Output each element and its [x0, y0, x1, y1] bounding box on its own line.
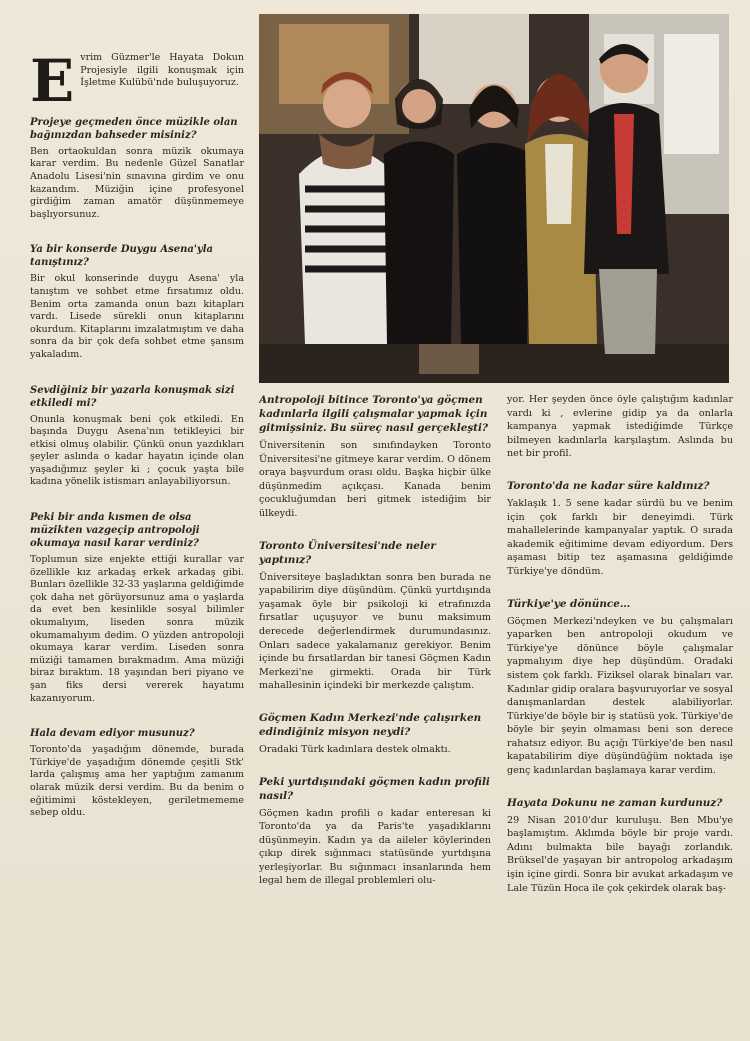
question: Ya bir konserde Duygu Asena'yla tanıştınız? — [30, 244, 213, 269]
group-photo — [259, 14, 729, 383]
intro-paragraph — [30, 52, 244, 115]
left-column — [30, 52, 244, 1037]
intro-text: vrim Güzmer'le Hayata Dokun Projesiyle ilgili konuşmak için İşletme Kulübü'nde buluşuyoruz. — [80, 52, 244, 89]
question: Türkiye'ye dönünce… — [507, 597, 631, 610]
question: Peki yurtdışındaki göçmen kadın profili nasıl? — [259, 775, 490, 802]
answer: Ben ortaokuldan sonra müzik okumaya karar verdim. Bu nedenle Güzel Sanatlar Anadolu Lisesi'nin sınavına girdim ve onu kazandım. Müziğin içine profesyonel girdiğim zaman amatör düşünmemeye başlıyorsunuz. — [30, 145, 244, 220]
answer: 29 Nisan 2010'dur kuruluşu. Ben Mbu'ye başlamıştım. Aklımda böyle bir proje vardı. Adını bulmakta bile bayağı zorlandık. Brüksel'de yaşayan bir antropolog arkadaşım işin içine girdi. Sonra bir avukat arkadaşım ve Lale Tüzün Hoca ile çok çekirdek olarak baş- — [507, 814, 733, 894]
answer: Göçmen Merkezi'ndeyken ve bu çalışmaları yaparken ben antropoloji okudum ve Türkiye'ye dönünce böyle çalışmalar yapmalıyım diye hep düşündüm. Oradaki sistem çok farklı. Fiziksel olarak binaları var. Kadınlar gidip oralara başvuruyorlar ve sosyal danışmanlardan destek alabiliyorlar. Türkiye'de böyle bir iş statüsü yok. Türkiye'de böyle bir şeyin olmaması beni son derece rahatsız ediyor. Bu açığı Türkiye'de ben nasıl kapatabilirim diye düşündüğüm noktada işe genç kadınlardan başlamaya karar verdim. — [507, 615, 733, 777]
answer: Oradaki Türk kadınlara destek olmaktı. — [259, 743, 451, 755]
question: Projeye geçmeden önce müzikle olan bağınızdan bahseder misiniz? — [30, 116, 238, 141]
question: Göçmen Kadın Merkezi'nde çalışırken edindiğiniz misyon neydi? — [259, 711, 482, 738]
answer: Bir okul konserinde duygu Asena' yla tanıştım ve sohbet etme fırsatımız oldu. Benim orta zamanda onun bazı kitapları vardı. Lisede sürekli onun kitaplarını okurdum. Kitaplarını imzalatmıştım ve daha sonra da bir çok defa sohbet etme şansım yakaladım. — [30, 273, 244, 360]
answer: Göçmen kadın profili o kadar enteresan ki Toronto'da ya da Paris'te yaşadıklarını düşünmeyin. Kadın ya da aileler köylerinden çıkıp direk sığınmacı statüsünde yurtdışına yerleşiyorlar. Bu sığınmacı insanlarında hem legal hem de illegal problemleri olu- — [259, 807, 491, 887]
right-column — [507, 393, 733, 1033]
answer: Yaklaşık 1. 5 sene kadar sürdü bu ve benim için çok farklı bir deneyimdi. Türk mahallelerinde kampanyalar yaptık. O sırada akademik eğitimime devam ediyordum. Ders aşaması bitip tez aşamasına geldiğimde Türkiye'ye döndüm. — [507, 497, 733, 577]
answer: Üniversiteye başladıktan sonra ben burada ne yapabilirim diye düşündüm. Çünkü yurtdışında yaşamak öyle bir psikoloji ki etrafınızda fırsatlar uçuşuyor ve bunu maksimum derecede değerlendirmek durumundasınız. Onları sadece yakalamanız gerekiyor. Benim içinde bu fırsatlardan bir tanesi Göçmen Kadın Merkezi'ne girmekti. Orada bir Türk mahallesinin içindeki bir merkezde çalıştım. — [259, 571, 491, 692]
question: Hayata Dokunu ne zaman kurdunuz? — [507, 796, 723, 809]
answer: Onunla konuşmak beni çok etkiledi. En başında Duygu Asena'nın tetikleyici bir etkisi olmuş olabilir. Çünkü onun yazdıkları şeyler aslında o kadar hayatın içinde olan yaşadığımız şeyler ki ; çocuk yaşta bile kadına yönelik istismarı anlayabiliyorsun. — [30, 413, 244, 488]
drop-cap: E — [30, 52, 75, 115]
question: Antropoloji bitince Toronto'ya göçmen kadınlarla ilgili çalışmalar yapmak için gitmişsiniz. Bu süreç nasıl gerçekleşti? — [259, 394, 489, 434]
question: Peki bir anda kısmen de olsa müzikten vazgeçip antropoloji okumaya nasıl karar verdiniz? — [30, 512, 200, 550]
continuation-text: yor. Her şeyden önce öyle çalıştığım kadınlar vardı ki , evlerine gidip ya da onlarla kampanya yapmak istediğimde Türkçe bilmeyen kadınlarla karşılaştım. Aslında bu net bir profil. — [507, 394, 733, 460]
question: Sevdiğiniz bir yazarla konuşmak sizi etkiledi mi? — [30, 384, 235, 409]
middle-column — [259, 393, 491, 1033]
group-photo-illustration — [259, 14, 729, 383]
answer: Toplumun size enjekte ettiği kurallar var özellikle kız arkadaş erkek arkadaş gibi. Bunları özellikle 32-33 yaşlarına geldiğimde çok daha net görüyorsunuz ama o yaşlarda da evet ben kesinlikle sosyal bilimler okumalıyım, liseden sonra müzik okumamalıyım dedim. O yüzden antropoloji okumaya karar verdim. Liseden sonra müziği tamamen bırakmadım. Ama müziği biraz bıraktım. 18 yaşından beri piyano ve şan fiks dersi vererek hayatımı kazanıyorum. — [30, 554, 244, 704]
question: Toronto'da ne kadar süre kaldınız? — [507, 479, 710, 492]
question: Hala devam ediyor musunuz? — [30, 728, 195, 740]
answer: Toronto'da yaşadığım dönemde, burada Türkiye'de yaşadığım dönemde çeşitli Stk' larda çalışmış ama her yaptığım zamanım olarak müzik dersi verdim. Bu da benim o eğitimimi köstekleyen, geriletmememe sebep oldu. — [30, 744, 244, 819]
answer: Üniversitenin son sınıfındayken Toronto Üniversitesi'ne gitmeye karar verdim. O dönem oraya başvurdum orası oldu. Başka hiçbir ülke düşünmedim açıkçası. Kanada benim çocukluğumdan beri gitmek istediğim bir ülkeydi. — [259, 440, 491, 519]
question: Toronto Üniversitesi'nde neler yaptınız? — [259, 539, 436, 566]
